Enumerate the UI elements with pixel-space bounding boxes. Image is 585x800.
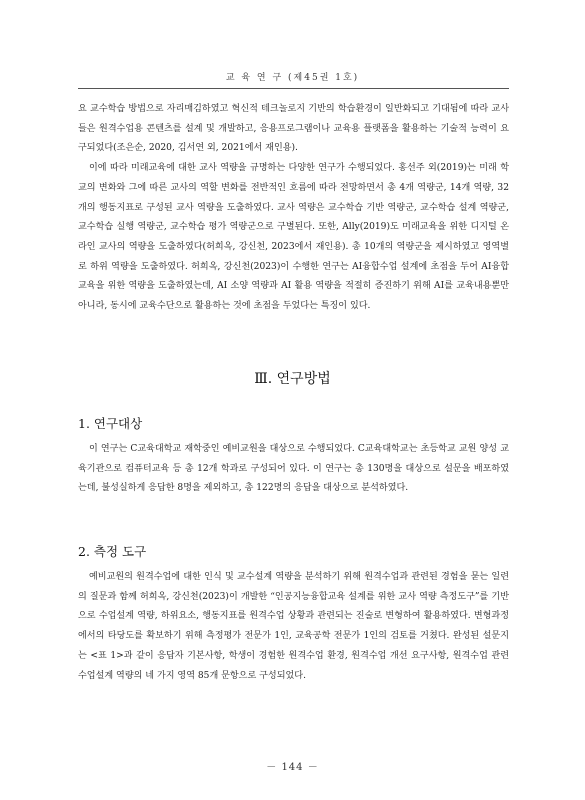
intro-paragraph-2: 이에 따라 미래교육에 대한 교사 역량을 규명하는 다양한 연구가 수행되었다. 홍선주 외(2019)는 미래 학교의 변화와 그에 따른 교사의 역할 변화를 전반적인 흐름에 따라 전망하면서 총 4개 역량군, 14개 역량, 32개의 행동지표로 구성된 교사 역량을 도출하였다. 교사 역량은 교수학습 기반 역량군, 교수학습 설계 역량군, 교수학습 실행 역량군, 교수학습 평가 역량군으로 구별된다. 또한, Ally(2019)도 미래교육을 위한 디지털 온라인 교사의 역량을 도출하였다(허희옥, 강신천, 2023에서 재인용). 총 10개의 역량군을 제시하였고 영역별로 하위 역량을 도출하였다. 허희옥, 강신천(2023)이 수행한 연구는 AI융합수업 설계에 초점을 두어 AI융합교육을 위한 역량을 도출하였는데, AI 소양 역량과 AI 활용 역량을 적절히 증진하기 위해 AI를 교육내용뿐만 아니라, 동시에 교육수단으로 활용하는 것에 초점을 두었다는 특징이 있다. — [78, 163, 509, 312]
page-number: － 144 － — [266, 762, 319, 773]
section-title: Ⅲ. 연구방법 — [254, 371, 331, 387]
intro-paragraph-1: 요 교수학습 방법으로 자리매김하였고 혁신적 테크놀로지 기반의 학습환경이 일반화되고 기대됨에 따라 교사들은 원격수업용 콘텐츠를 설계 및 개발하고, 응용프로그램이나 교육용 플랫폼을 활용하는 기술적 능력이 요구되었다(조은순, 2020, 김서연 외, 2021에서 재인용). — [78, 104, 509, 154]
subsection-2-title: 2. 측정 도구 — [78, 544, 147, 559]
subsection-1-text — [78, 440, 509, 499]
header-divider — [78, 88, 509, 89]
intro-text — [78, 100, 509, 317]
subsection-1-title: 1. 연구대상 — [78, 416, 143, 431]
running-header: 교 육 연 구 (제45권 1호) — [225, 73, 360, 83]
subsection-2-text — [78, 568, 509, 686]
subsection-2-paragraph: 예비교원의 원격수업에 대한 인식 및 교수설계 역량을 분석하기 위해 원격수업과 관련된 경험을 묻는 일련의 질문과 함께 허희옥, 강신천(2023)이 개발한 “인공지능융합교육 설계를 위한 교사 역량 측정도구”를 기반으로 수업설계 역량, 하위요소, 행동지표를 원격수업 상황과 관련되는 진술로 변형하여 활용하였다. 변형과정에서의 타당도를 확보하기 위해 측정평가 전문가 1인, 교육공학 전문가 1인의 검토를 거쳤다. 완성된 설문지는 <표 1>과 같이 응답자 기본사항, 학생이 경험한 원격수업 환경, 원격수업 개선 요구사항, 원격수업 관련 수업설계 역량의 네 가지 영역 85개 문항으로 구성되었다. — [78, 572, 509, 681]
subsection-1-paragraph: 이 연구는 C교육대학교 재학중인 예비교원을 대상으로 수행되었다. C교육대학교는 초등학교 교원 양성 교육기관으로 컴퓨터교육 등 총 12개 학과로 구성되어 있다. 이 연구는 총 130명을 대상으로 설문을 배포하였는데, 불성실하게 응답한 8명을 제외하고, 총 122명의 응답을 대상으로 분석하였다. — [78, 444, 509, 494]
